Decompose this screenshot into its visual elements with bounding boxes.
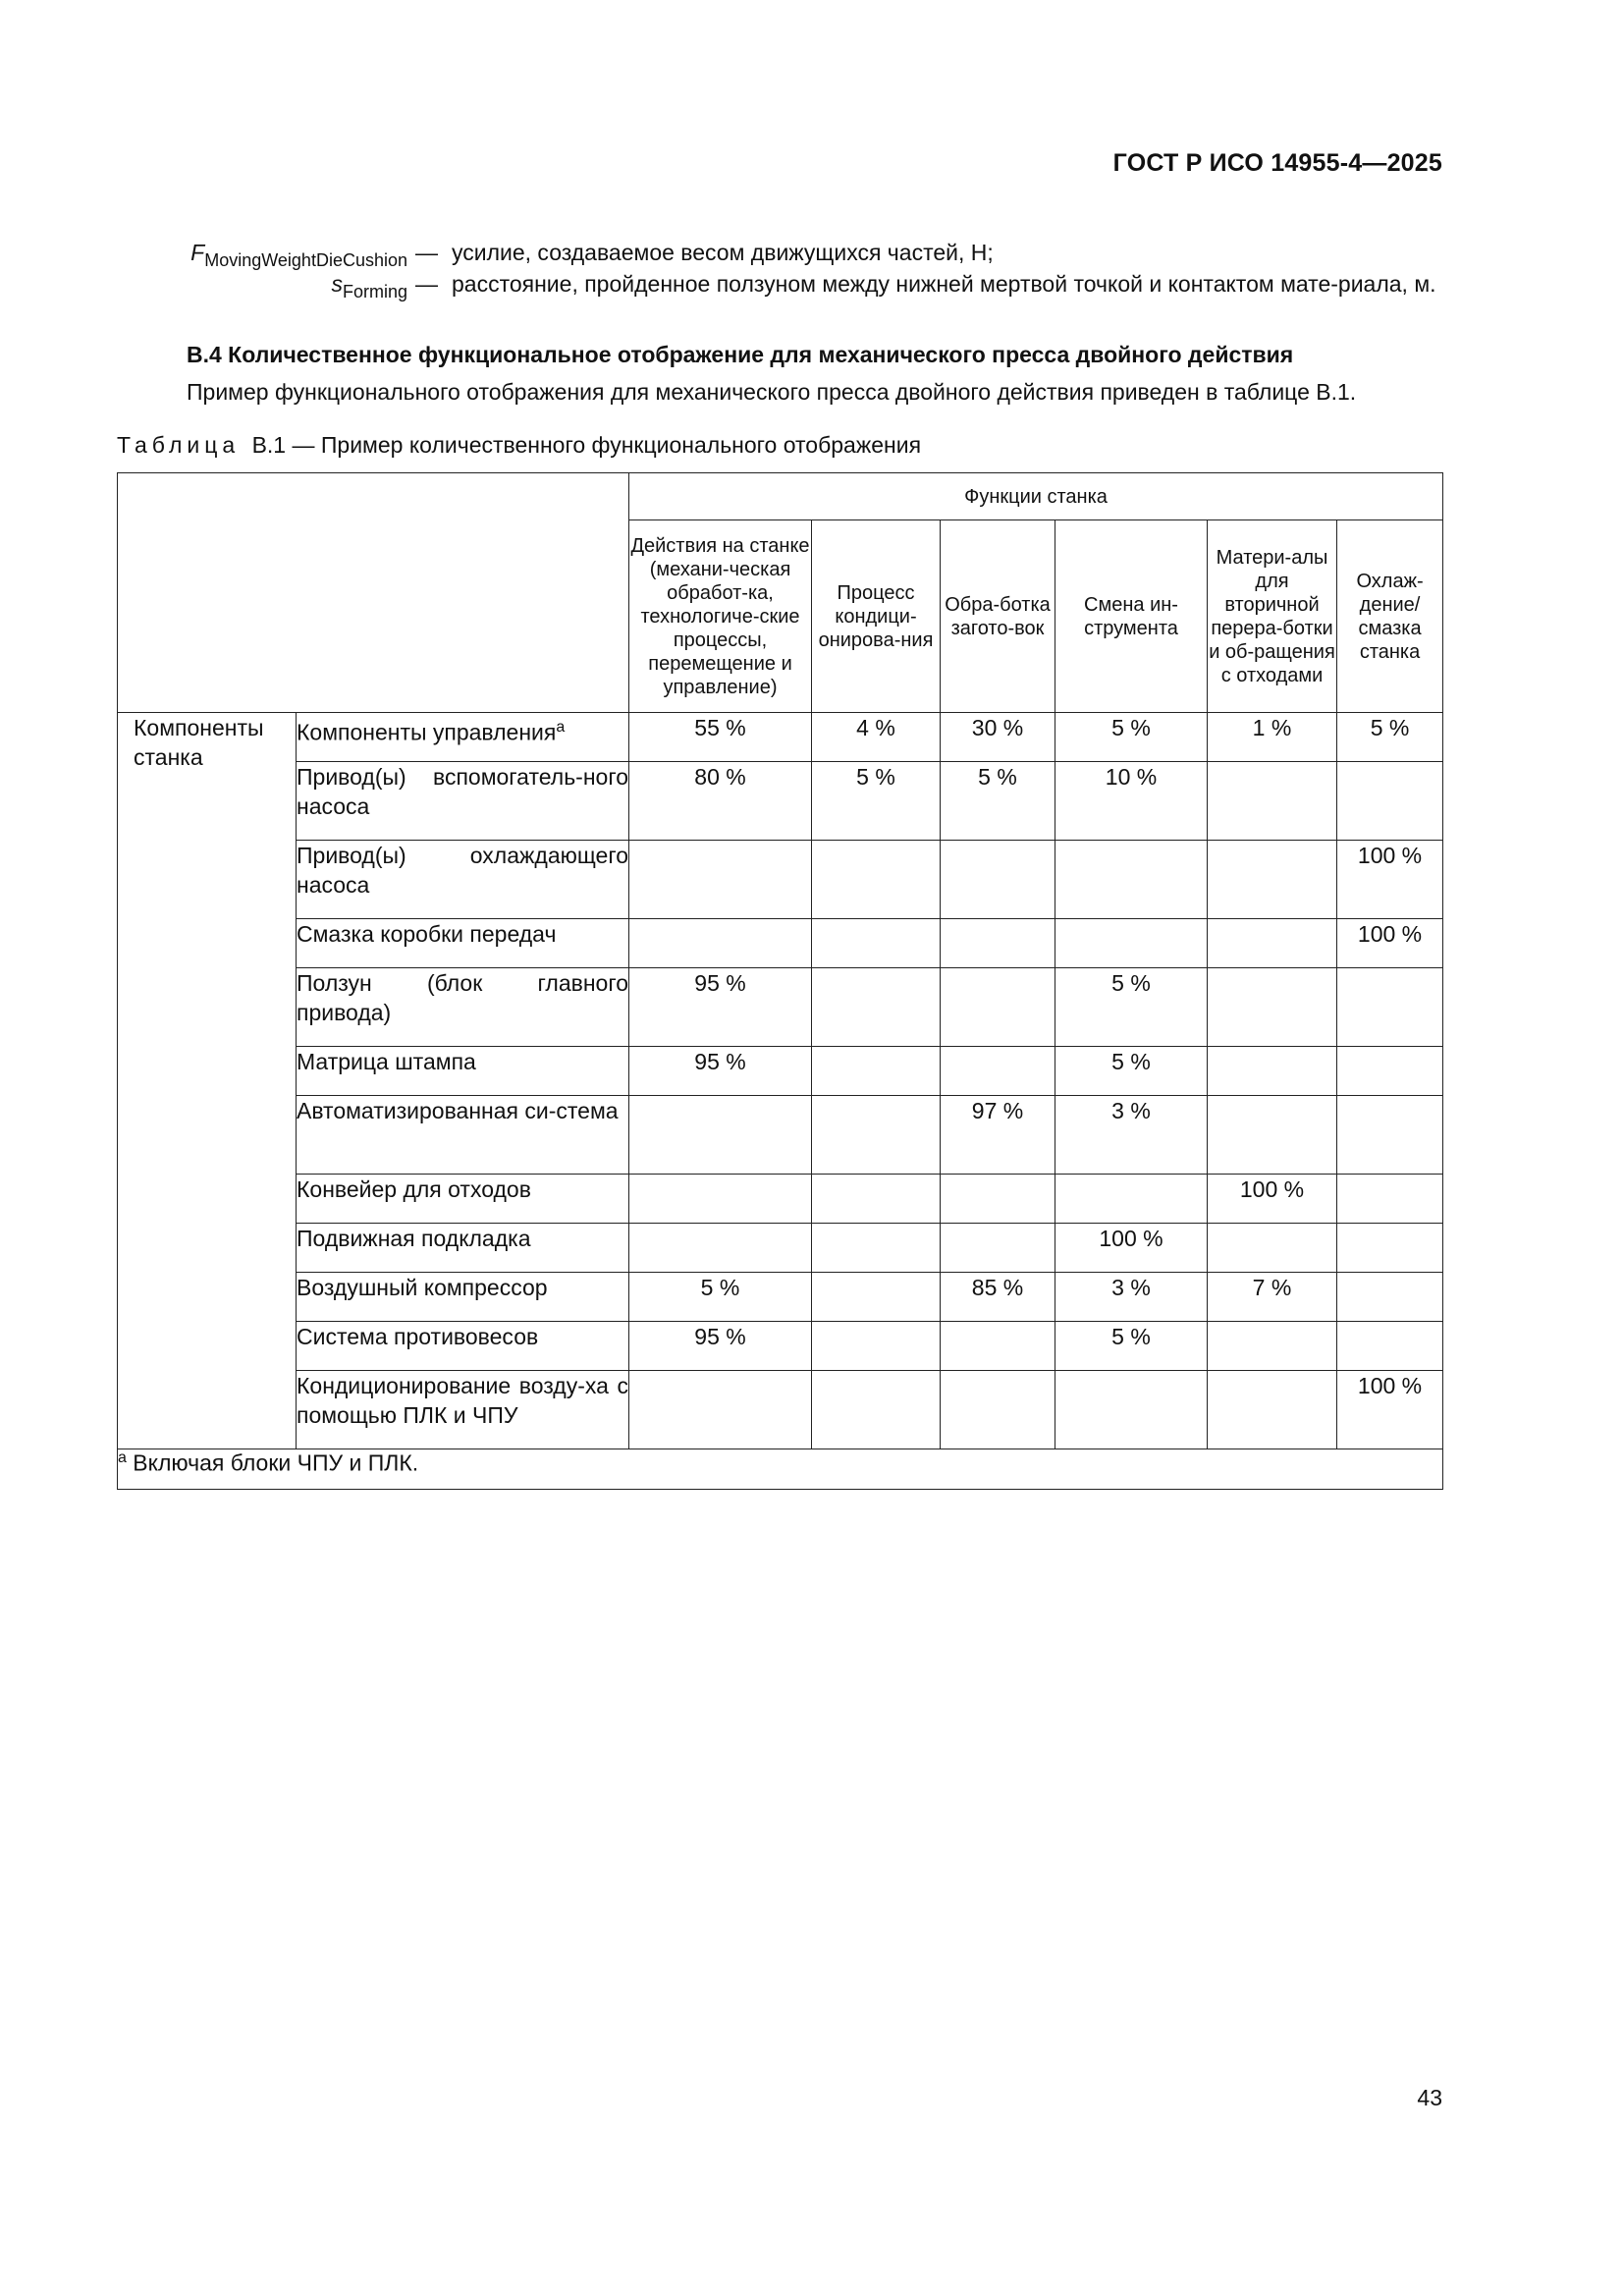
column-header: Матери-алы для вторичной перера-ботки и об-ращения с отходами	[1208, 520, 1337, 713]
share-value-cell: 1 %	[1208, 713, 1337, 762]
share-value-cell	[812, 1322, 941, 1371]
share-value-cell	[812, 919, 941, 968]
share-value-cell: 7 %	[1208, 1273, 1337, 1322]
component-name: Матрица штампа	[297, 1049, 476, 1074]
share-value-cell: 100 %	[1337, 841, 1443, 919]
share-value-cell	[1208, 1096, 1337, 1175]
share-value-cell: 30 %	[941, 713, 1055, 762]
component-name: Привод(ы) охлаждающего насоса	[297, 843, 628, 898]
column-header: Смена ин-струмента	[1055, 520, 1208, 713]
share-value-cell	[941, 919, 1055, 968]
share-value-cell: 95 %	[629, 1047, 812, 1096]
column-header: Процесс кондици-онирова-ния	[812, 520, 941, 713]
table-row	[118, 713, 1443, 762]
table-row	[118, 1175, 1443, 1224]
table-row	[118, 919, 1443, 968]
share-value-cell	[812, 841, 941, 919]
share-value-cell: 5 %	[1055, 968, 1208, 1047]
share-value-cell	[629, 1175, 812, 1224]
share-value-cell: 100 %	[1337, 919, 1443, 968]
share-value-cell	[941, 1371, 1055, 1449]
table-row	[118, 1322, 1443, 1371]
share-value-cell	[941, 841, 1055, 919]
share-value-cell: 5 %	[1055, 1047, 1208, 1096]
table-row	[118, 1273, 1443, 1322]
share-value-cell	[1337, 968, 1443, 1047]
share-value-cell	[1208, 762, 1337, 841]
component-name-cell	[297, 762, 629, 841]
share-value-cell: 95 %	[629, 968, 812, 1047]
component-name-cell	[297, 713, 629, 762]
component-name-cell	[297, 1047, 629, 1096]
footnote-ref: a	[556, 719, 566, 736]
share-value-cell	[1055, 841, 1208, 919]
section-title: B.4 Количественное функциональное отображение для механического пресса двойного действия	[187, 342, 1294, 367]
component-name-cell	[297, 919, 629, 968]
component-name-cell	[297, 841, 629, 919]
share-value-cell: 100 %	[1055, 1224, 1208, 1273]
component-name-cell	[297, 968, 629, 1047]
share-value-cell	[1337, 1322, 1443, 1371]
share-value-cell: 5 %	[1055, 713, 1208, 762]
share-value-cell: 100 %	[1337, 1371, 1443, 1449]
section-paragraph: Пример функционального отображения для механического пресса двойного действия приведен в таблице B.1.	[187, 379, 1357, 405]
share-value-cell	[812, 1096, 941, 1175]
share-value-cell: 95 %	[629, 1322, 812, 1371]
share-value-cell: 4 %	[812, 713, 941, 762]
footnote-mark: a	[118, 1449, 127, 1466]
share-value-cell	[1208, 1047, 1337, 1096]
table-row	[118, 762, 1443, 841]
share-value-cell	[629, 1371, 812, 1449]
share-value-cell	[1337, 1047, 1443, 1096]
column-header: Охлаж-дение/ смазка станка	[1337, 520, 1443, 713]
share-value-cell	[941, 968, 1055, 1047]
component-name: Подвижная подкладка	[297, 1226, 531, 1251]
share-value-cell	[1337, 1224, 1443, 1273]
function-mapping-table	[117, 472, 1443, 1490]
share-value-cell	[812, 968, 941, 1047]
share-value-cell	[1055, 1175, 1208, 1224]
share-value-cell: 5 %	[1055, 1322, 1208, 1371]
share-value-cell: 3 %	[1055, 1273, 1208, 1322]
component-name-cell	[297, 1322, 629, 1371]
component-name: Автоматизированная си-стема	[297, 1098, 619, 1123]
component-name: Привод(ы) вспомогатель-ного насоса	[297, 764, 628, 819]
variable-symbol: $F_{MovingWeightDieCushion}$	[190, 240, 407, 270]
group-label: Компоненты станка	[134, 715, 264, 770]
share-value-cell	[629, 919, 812, 968]
functions-header: Функции станка	[629, 473, 1443, 520]
share-value-cell: 5 %	[629, 1273, 812, 1322]
share-value-cell: 5 %	[812, 762, 941, 841]
share-value-cell	[812, 1371, 941, 1449]
share-value-cell: 97 %	[941, 1096, 1055, 1175]
component-name: Воздушный компрессор	[297, 1275, 548, 1300]
share-value-cell	[1055, 1371, 1208, 1449]
share-value-cell	[812, 1273, 941, 1322]
share-value-cell: 80 %	[629, 762, 812, 841]
share-value-cell	[812, 1175, 941, 1224]
dash: —	[415, 240, 438, 265]
share-value-cell	[1208, 1224, 1337, 1273]
share-value-cell: 10 %	[1055, 762, 1208, 841]
share-value-cell	[1208, 919, 1337, 968]
share-value-cell	[1337, 1273, 1443, 1322]
table-row	[118, 1047, 1443, 1096]
share-value-cell: 5 %	[941, 762, 1055, 841]
table-caption-text: B.1 — Пример количественного функционального отображения	[251, 432, 922, 458]
variable-description: расстояние, пройденное ползуном между нижней мертвой точкой и контактом мате-риала, м.	[452, 271, 1436, 297]
share-value-cell	[812, 1224, 941, 1273]
table-caption	[117, 432, 921, 459]
component-name-cell	[297, 1096, 629, 1175]
page-number: 43	[1417, 2085, 1442, 2110]
footnote-text: Включая блоки ЧПУ и ПЛК.	[133, 1449, 419, 1476]
table-row	[118, 1371, 1443, 1449]
share-value-cell	[812, 1047, 941, 1096]
share-value-cell	[1337, 1175, 1443, 1224]
share-value-cell	[629, 841, 812, 919]
component-name-cell	[297, 1273, 629, 1322]
share-value-cell	[629, 1224, 812, 1273]
share-value-cell: 5 %	[1337, 713, 1443, 762]
share-value-cell	[1208, 1371, 1337, 1449]
component-name: Ползун (блок главного привода)	[297, 970, 628, 1025]
share-value-cell: 3 %	[1055, 1096, 1208, 1175]
share-value-cell	[1208, 968, 1337, 1047]
table-row	[118, 1096, 1443, 1175]
share-value-cell: 55 %	[629, 713, 812, 762]
component-name: Конвейер для отходов	[297, 1176, 531, 1202]
component-name: Компоненты управления	[297, 719, 557, 745]
variable-symbol: $s_{Forming}$	[331, 271, 407, 301]
table-corner-cell	[118, 473, 629, 713]
share-value-cell	[941, 1224, 1055, 1273]
component-name: Система противовесов	[297, 1324, 539, 1349]
document-id: ГОСТ Р ИСО 14955-4—2025	[1112, 149, 1442, 177]
share-value-cell	[941, 1175, 1055, 1224]
table-row	[118, 968, 1443, 1047]
share-value-cell: 100 %	[1208, 1175, 1337, 1224]
share-value-cell	[1208, 841, 1337, 919]
table-row	[118, 841, 1443, 919]
component-name: Смазка коробки передач	[297, 921, 557, 947]
table-row	[118, 1224, 1443, 1273]
share-value-cell	[1055, 919, 1208, 968]
share-value-cell	[941, 1047, 1055, 1096]
group-label-cell	[118, 713, 297, 1449]
table-footnote	[118, 1449, 1443, 1490]
table-caption-label: Таблица	[117, 432, 241, 458]
share-value-cell	[1208, 1322, 1337, 1371]
share-value-cell	[941, 1322, 1055, 1371]
component-name: Кондиционирование возду-ха с помощью ПЛК и ЧПУ	[297, 1373, 628, 1428]
dash: —	[415, 271, 438, 297]
component-name-cell	[297, 1224, 629, 1273]
share-value-cell	[629, 1096, 812, 1175]
share-value-cell	[1337, 762, 1443, 841]
share-value-cell	[1337, 1096, 1443, 1175]
share-value-cell: 85 %	[941, 1273, 1055, 1322]
column-header: Действия на станке (механи-ческая обработ-ка, технологиче-ские процессы, перемещение и управление)	[629, 520, 812, 713]
component-name-cell	[297, 1175, 629, 1224]
column-header: Обра-ботка загото-вок	[941, 520, 1055, 713]
variable-description: усилие, создаваемое весом движущихся частей, Н;	[452, 240, 994, 265]
component-name-cell	[297, 1371, 629, 1449]
